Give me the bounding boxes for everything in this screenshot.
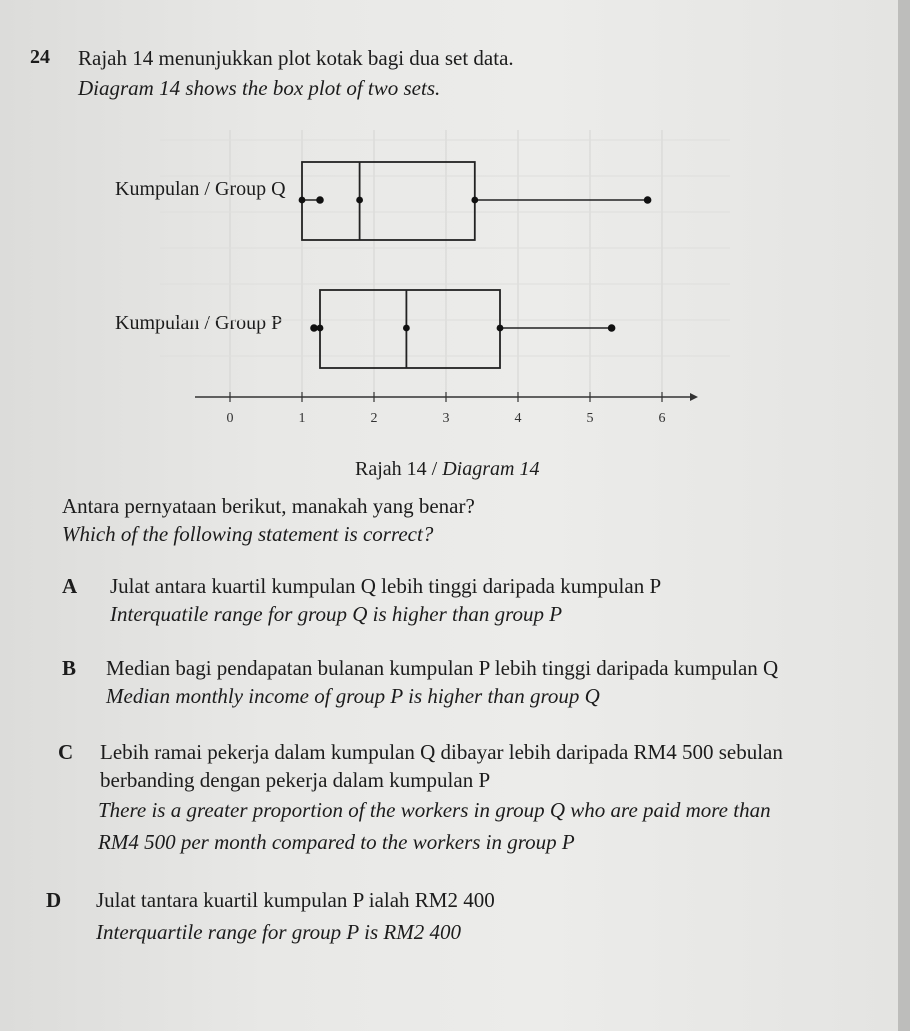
prompt-malay: Antara pernyataan berikut, manakah yang benar? bbox=[62, 494, 475, 518]
diagram-caption bbox=[355, 458, 539, 481]
group-p-median-point bbox=[403, 325, 410, 332]
prompt-english: Which of the following statement is correct? bbox=[62, 522, 434, 546]
x-tick-label: 6 bbox=[658, 411, 666, 426]
group-q-median-point bbox=[356, 197, 363, 204]
group-p-max-point bbox=[608, 324, 616, 332]
option-a-malay: Julat antara kuartil kumpulan Q lebih tinggi daripada kumpulan P bbox=[110, 574, 662, 598]
option-c-english-line2: RM4 500 per month compared to the workers in group P bbox=[98, 830, 575, 854]
option-b-malay: Median bagi pendapatan bulanan kumpulan P lebih tinggi daripada kumpulan Q bbox=[106, 656, 779, 680]
option-d-english: Interquartile range for group P is RM2 400 bbox=[96, 920, 461, 944]
group-p-q3-point bbox=[497, 325, 504, 332]
group-p-label: Kumpulan / Group P bbox=[115, 312, 283, 334]
option-d-malay: Julat tantara kuartil kumpulan P ialah RM2 400 bbox=[96, 888, 495, 912]
caption-malay: Rajah 14 / bbox=[355, 458, 443, 480]
option-c-letter[interactable]: C bbox=[58, 740, 74, 764]
option-b-letter[interactable]: B bbox=[62, 656, 77, 680]
x-axis-arrow bbox=[690, 393, 698, 401]
question-text-english: Diagram 14 shows the box plot of two sets. bbox=[78, 76, 441, 100]
box-plot-diagram bbox=[0, 0, 910, 440]
option-c-malay-line1: Lebih ramai pekerja dalam kumpulan Q dibayar lebih daripada RM4 500 sebulan bbox=[100, 740, 783, 764]
group-q-label: Kumpulan / Group Q bbox=[115, 178, 286, 200]
x-tick-label: 4 bbox=[514, 411, 522, 426]
x-tick-label: 5 bbox=[586, 411, 594, 426]
option-b-english: Median monthly income of group P is higher than group Q bbox=[106, 684, 600, 708]
group-q-min-point bbox=[316, 196, 324, 204]
group-q-max-point bbox=[644, 196, 652, 204]
option-c-english-line1: There is a greater proportion of the workers in group Q who are paid more than bbox=[98, 798, 771, 822]
x-tick-label: 3 bbox=[442, 411, 450, 426]
question-number: 24 bbox=[30, 46, 50, 68]
option-a-letter[interactable]: A bbox=[62, 574, 78, 598]
group-q-q1-point bbox=[299, 197, 306, 204]
group-q-box bbox=[302, 162, 475, 240]
option-c-malay-line2: berbanding dengan pekerja dalam kumpulan P bbox=[100, 768, 491, 792]
caption-english: Diagram 14 bbox=[442, 458, 540, 480]
x-tick-label: 0 bbox=[226, 411, 234, 426]
option-a-english: Interquatile range for group Q is higher than group P bbox=[110, 602, 563, 626]
question-text-malay: Rajah 14 menunjukkan plot kotak bagi dua set data. bbox=[78, 46, 514, 70]
x-tick-label: 1 bbox=[298, 411, 306, 426]
option-d-letter[interactable]: D bbox=[46, 888, 62, 912]
group-q-q3-point bbox=[471, 197, 478, 204]
x-tick-label: 2 bbox=[370, 411, 378, 426]
group-p-q1-point bbox=[317, 325, 324, 332]
